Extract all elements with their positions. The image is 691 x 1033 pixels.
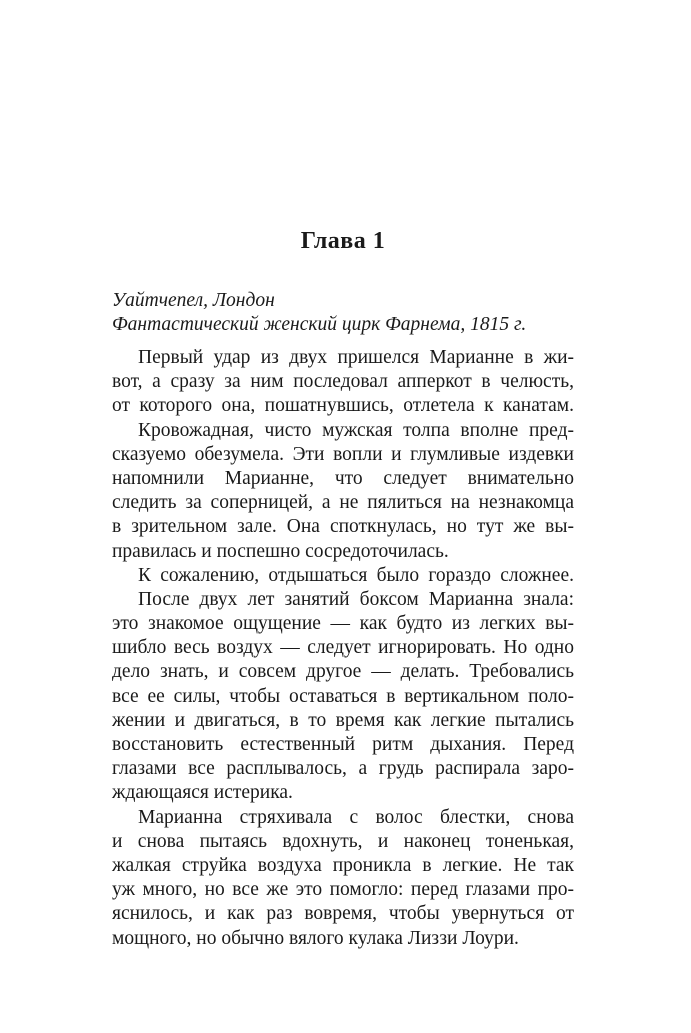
epigraph-place: Уайтчепел, Лондон bbox=[112, 290, 275, 311]
chapter-body bbox=[112, 346, 574, 951]
text-line: К сожалению, отдышаться было гораздо сложнее. bbox=[138, 564, 574, 586]
text-line: ждающаяся истерика. bbox=[112, 782, 293, 804]
text-line: жении и двигаться, в то время как легкие пытались bbox=[112, 709, 574, 731]
paragraph bbox=[112, 588, 574, 806]
text-line: Первый удар из двух пришелся Марианне в жи- bbox=[138, 347, 574, 368]
paragraph bbox=[112, 806, 574, 951]
paragraph bbox=[112, 419, 574, 564]
text-line: дело знать, и совсем другое — делать. Требовались bbox=[112, 661, 574, 683]
paragraph bbox=[112, 346, 574, 419]
text-line: После двух лет занятий боксом Марианна знала: bbox=[138, 588, 574, 610]
epigraph-event: Фантастический женский цирк Фарнема, 1815 г. bbox=[112, 314, 527, 335]
text-line: все ее силы, чтобы оставаться в вертикальном поло- bbox=[112, 685, 574, 707]
paragraph bbox=[112, 564, 574, 588]
text-line: уж много, но все же это помогло: перед глазами про- bbox=[112, 879, 574, 901]
text-line: следить за соперницей, а не пялиться на незнакомца bbox=[112, 492, 574, 514]
book-page bbox=[112, 0, 574, 1033]
text-line: напомнили Марианне, что следует внимательно bbox=[112, 467, 574, 489]
text-line: это знакомое ощущение — как будто из легких вы- bbox=[112, 613, 574, 635]
text-line: мощного, но обычно вялого кулака Лиззи Лоури. bbox=[112, 927, 519, 949]
epigraph bbox=[112, 289, 574, 337]
chapter-title: Глава 1 bbox=[300, 228, 386, 254]
text-line: яснилось, и как раз вовремя, чтобы увернуться от bbox=[112, 903, 574, 925]
text-line: от которого она, пошатнувшись, отлетела к канатам. bbox=[112, 395, 574, 417]
text-line: и снова пытаясь вдохнуть, и наконец тоненькая, bbox=[112, 830, 574, 852]
text-line: восстановить естественный ритм дыхания. Перед bbox=[112, 734, 574, 755]
text-line: глазами все расплывалось, а грудь распирала заро- bbox=[112, 758, 574, 780]
text-line: правилась и поспешно сосредоточилась. bbox=[112, 540, 449, 562]
text-line: сказуемо обезумела. Эти вопли и глумливые издевки bbox=[112, 443, 574, 465]
text-line: жалкая струйка воздуха проникла в легкие. Не так bbox=[112, 854, 574, 876]
text-line: в зрительном зале. Она споткнулась, но тут же вы- bbox=[112, 516, 574, 538]
text-line: шибло весь воздух — следует игнорировать. Но одно bbox=[112, 637, 574, 659]
text-line: Марианна стряхивала с волос блестки, снова bbox=[138, 806, 574, 828]
text-line: Кровожадная, чисто мужская толпа вполне пред- bbox=[138, 419, 574, 441]
text-line: вот, а сразу за ним последовал апперкот в челюсть, bbox=[112, 371, 574, 393]
